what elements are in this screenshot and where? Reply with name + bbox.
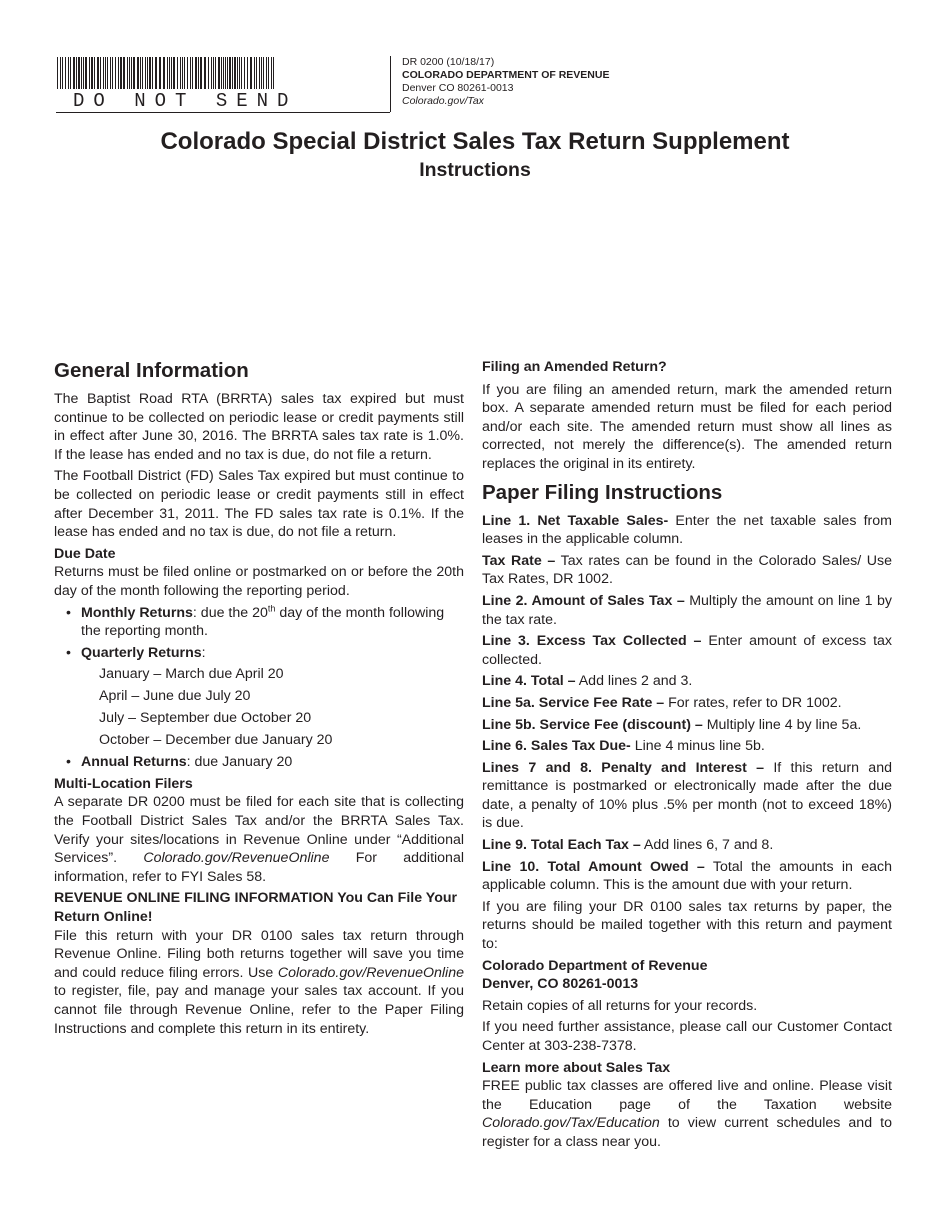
barcode-bar xyxy=(149,57,151,89)
barcode-bar xyxy=(169,57,170,89)
learn-more-text-a: FREE public tax classes are offered live and online. Please visit the Education page of the Taxation website xyxy=(482,1078,892,1113)
barcode-bar xyxy=(223,57,224,89)
quarter-row: January – March due April 20 xyxy=(99,666,284,683)
barcode-bar xyxy=(232,57,233,89)
barcode-bar xyxy=(259,57,260,89)
barcode-bar xyxy=(268,57,269,89)
department-website: Colorado.gov/Tax xyxy=(402,95,484,107)
line-text: Total the amounts in each applicable column. This is the amount due with your return. xyxy=(482,858,892,894)
barcode-bar xyxy=(167,57,168,89)
barcode-bar xyxy=(159,57,161,89)
line-label: Line 9. Total Each Tax – xyxy=(482,837,641,854)
multi-location-text-b: For additional information, refer to FYI Sales 58. xyxy=(54,850,464,885)
amended-return-text: If you are filing an amended return, mark the amended return box. A separate amended return must be filed for each period and/or each site. The amended return must show all lines as corrected, not merely the difference(s). The amended return replaces the original in its entirety. xyxy=(482,381,892,472)
barcode-bar xyxy=(241,57,242,89)
barcode-bar xyxy=(123,57,125,89)
barcode-bar xyxy=(187,57,188,89)
line-text: Enter the net taxable sales from leases in the applicable column. xyxy=(482,512,892,548)
barcode-bar xyxy=(60,57,61,89)
barcode-bar xyxy=(110,57,111,89)
retain-copies-text: Retain copies of all returns for your records. xyxy=(482,997,758,1014)
barcode-bar xyxy=(65,57,66,89)
learn-more-heading: Learn more about Sales Tax xyxy=(482,1059,671,1076)
barcode-bar xyxy=(73,57,75,89)
barcode-bar xyxy=(221,57,222,89)
revenue-online-text-b: to register, file, pay and manage your sales tax account. If you cannot file through Revenue Online, refer to the Paper Filing Instructions and complete this return in its entirety. xyxy=(54,983,464,1037)
annual-returns-label: Annual Returns xyxy=(81,754,187,771)
line-text: Enter amount of excess tax collected. xyxy=(482,633,892,668)
line-text: Multiply line 4 by line 5a. xyxy=(702,716,862,733)
general-paragraph-fd: The Football District (FD) Sales Tax expired but must continue to be collected on periodic lease or credit payments still in effect after December 31, 2011. The FD sales tax rate is 0.1%. If the lease has ended and no tax is due, do not file a return. xyxy=(54,468,464,541)
barcode-bar xyxy=(103,57,104,89)
line-instruction xyxy=(482,694,892,713)
line-text: Multiply the amount on line 1 by the tax rate. xyxy=(482,592,892,628)
bullet: • xyxy=(66,754,71,771)
barcode-bar xyxy=(57,57,58,89)
line-text: Add lines 2 and 3. xyxy=(575,673,693,690)
quarterly-returns-label: Quarterly Returns xyxy=(81,644,202,661)
barcode-bar xyxy=(215,57,216,89)
barcode-bar xyxy=(105,57,106,89)
barcode-bar xyxy=(177,57,178,89)
barcode-bar xyxy=(271,57,272,89)
barcode-bar xyxy=(208,57,209,89)
general-information-heading: General Information xyxy=(54,359,249,382)
barcode-bar xyxy=(68,57,69,89)
barcode-bar xyxy=(229,57,231,89)
education-link[interactable]: Colorado.gov/Tax/Education xyxy=(482,1115,660,1132)
line-instruction xyxy=(482,592,892,629)
page-title: Colorado Special District Sales Tax Return Supplement xyxy=(160,128,790,155)
general-paragraph-brrta: The Baptist Road RTA (BRRTA) sales tax expired but must continue to be collected on periodic lease or credit payments still in effect after June 30, 2016. The BRRTA sales tax rate is 1.0%. If the lease has ended and no tax is due, do not file a return. xyxy=(54,391,464,463)
barcode-bar xyxy=(237,57,238,89)
line-label: Line 5b. Service Fee (discount) – xyxy=(482,716,703,733)
mail-instructions: If you are filing your DR 0100 sales tax returns by paper, the returns should be mailed together with this return and payment to: xyxy=(482,898,892,953)
barcode-bar xyxy=(163,57,165,89)
barcode-bar xyxy=(256,57,257,89)
barcode-bar xyxy=(225,57,226,89)
barcode-bar xyxy=(213,57,214,89)
revenue-online-text xyxy=(54,927,464,1039)
line-text: If this return and remittance is postmarked or electronically made after the due date, a penalty of 10% plus .5% per month (not to exceed 18%) is due. xyxy=(482,759,892,832)
revenue-online-link[interactable]: Colorado.gov/RevenueOnline xyxy=(277,964,464,981)
line-label: Tax Rate – xyxy=(482,552,556,569)
barcode-bar xyxy=(115,57,116,89)
barcode-bar xyxy=(250,57,252,89)
barcode-bar xyxy=(62,57,63,89)
barcode-bar xyxy=(118,57,119,89)
due-date-text: Returns must be filed online or postmarked on or before the 20th day of the month following the reporting period. xyxy=(54,564,464,599)
quarterly-returns-item xyxy=(54,644,464,663)
barcode-bar xyxy=(190,57,191,89)
barcode-bar xyxy=(180,57,181,89)
multi-location-heading: Multi-Location Filers xyxy=(54,775,193,792)
barcode-bar xyxy=(182,57,183,89)
line-label: Line 10. Total Amount Owed – xyxy=(482,858,705,875)
annual-returns-item xyxy=(54,753,464,772)
line-instruction xyxy=(482,716,892,735)
barcode-bar xyxy=(147,57,148,89)
multi-location-text xyxy=(54,793,464,886)
barcode-bar xyxy=(127,57,128,89)
barcode-bar xyxy=(76,57,77,89)
line-label: Line 1. Net Taxable Sales- xyxy=(482,512,669,529)
barcode-bar xyxy=(234,57,236,89)
line-instruction xyxy=(482,858,892,895)
barcode-bar xyxy=(198,57,199,89)
line-instruction xyxy=(482,672,892,691)
barcode-bar xyxy=(204,57,206,89)
line-text: Line 4 minus line 5b. xyxy=(630,738,765,755)
annual-returns-text: : due January 20 xyxy=(186,754,293,771)
revenue-online-text-a: File this return with your DR 0100 sales tax return through Revenue Online. Filing both returns together will save you time and could reduce filing errors. Use xyxy=(54,927,464,981)
monthly-returns-item xyxy=(54,604,464,641)
quarter-row: April – June due July 20 xyxy=(99,688,251,705)
monthly-returns-sup: th xyxy=(267,602,276,613)
right-column xyxy=(482,358,892,1155)
barcode-bar xyxy=(244,57,245,89)
mail-address-city: Denver, CO 80261-0013 xyxy=(482,976,639,993)
barcode-bar xyxy=(145,57,146,89)
barcode-bar xyxy=(173,57,175,89)
barcode-image xyxy=(57,57,277,89)
barcode-bar xyxy=(85,57,87,89)
line-label: Line 6. Sales Tax Due- xyxy=(482,738,631,755)
barcode-bar xyxy=(97,57,99,89)
barcode-bar xyxy=(120,57,122,89)
line-text: For rates, refer to DR 1002. xyxy=(664,694,842,711)
do-not-send-label: DO NOT SEND xyxy=(73,90,298,112)
barcode-bar xyxy=(266,57,267,89)
line-label: Line 5a. Service Fee Rate – xyxy=(482,694,665,711)
barcode-bar xyxy=(247,57,248,89)
barcode-bar xyxy=(140,57,141,89)
line-label: Line 4. Total – xyxy=(482,673,576,690)
amended-return-heading: Filing an Amended Return? xyxy=(482,359,667,375)
barcode-bar xyxy=(133,57,135,89)
header-divider xyxy=(390,56,391,112)
barcode-bar xyxy=(184,57,185,89)
barcode-bar xyxy=(81,57,82,89)
revenue-online-link[interactable]: Colorado.gov/RevenueOnline xyxy=(143,850,330,867)
learn-more-text xyxy=(482,1077,892,1151)
barcode-bar xyxy=(227,57,228,89)
line-instruction xyxy=(482,836,892,855)
page-subtitle: Instructions xyxy=(419,159,531,181)
barcode-bar xyxy=(211,57,212,89)
line-label: Line 3. Excess Tax Collected – xyxy=(482,633,702,650)
assistance-text: If you need further assistance, please call our Customer Contact Center at 303-238-7378. xyxy=(482,1019,892,1054)
barcode-bar xyxy=(78,57,80,89)
learn-more-text-b: to view current schedules and to register for a class near you. xyxy=(482,1115,892,1150)
barcode-bar xyxy=(152,57,153,89)
line-label: Line 2. Amount of Sales Tax – xyxy=(482,592,685,609)
department-name: COLORADO DEPARTMENT OF REVENUE xyxy=(402,69,610,81)
barcode-bar xyxy=(94,57,95,89)
line-text: Add lines 6, 7 and 8. xyxy=(640,837,774,854)
monthly-returns-label: Monthly Returns xyxy=(81,604,193,621)
multi-location-text-a: A separate DR 0200 must be filed for each site that is collecting the Football District Sales Tax and/or the BRRTA Sales Tax. Verify your sites/locations in Revenue Online under “Additional Services”. xyxy=(54,794,464,867)
barcode-box xyxy=(56,56,390,113)
line-label: Lines 7 and 8. Penalty and Interest – xyxy=(482,759,765,776)
barcode-bar xyxy=(142,57,143,89)
barcode-bar xyxy=(273,57,274,89)
form-number: DR 0200 (10/18/17) xyxy=(402,56,495,68)
barcode-bar xyxy=(70,57,71,89)
line-instruction xyxy=(482,632,892,669)
barcode-bar xyxy=(239,57,240,89)
quarter-row: October – December due January 20 xyxy=(99,732,333,749)
monthly-returns-text-cont: day of the month following the reporting month. xyxy=(81,604,445,640)
quarter-row: July – September due October 20 xyxy=(99,710,312,727)
barcode-bar xyxy=(131,57,132,89)
barcode-bar xyxy=(89,57,90,89)
line-instruction xyxy=(482,759,892,833)
bullet: • xyxy=(66,644,71,661)
barcode-bar xyxy=(195,57,197,89)
monthly-returns-text: : due the 20 xyxy=(192,604,268,621)
form-id-block xyxy=(402,56,609,108)
quarterly-returns-colon: : xyxy=(201,644,206,661)
barcode-bar xyxy=(261,57,262,89)
barcode-bar xyxy=(254,57,255,89)
department-address: Denver CO 80261-0013 xyxy=(402,82,514,94)
bullet: • xyxy=(66,604,71,621)
barcode-bar xyxy=(192,57,193,89)
revenue-online-heading: REVENUE ONLINE FILING INFORMATION You Can File Your Return Online! xyxy=(54,890,458,925)
barcode-bar xyxy=(129,57,130,89)
barcode-bar xyxy=(100,57,101,89)
line-instruction xyxy=(482,552,892,589)
barcode-bar xyxy=(107,57,108,89)
due-date-heading: Due Date xyxy=(54,545,116,562)
barcode-bar xyxy=(91,57,93,89)
barcode-bar xyxy=(112,57,113,89)
line-text: Tax rates can be found in the Colorado Sales/ Use Tax Rates, DR 1002. xyxy=(482,552,892,588)
line-instruction xyxy=(482,737,892,756)
barcode-bar xyxy=(200,57,202,89)
barcode-bar xyxy=(218,57,220,89)
barcode-bar xyxy=(171,57,172,89)
paper-filing-heading: Paper Filing Instructions xyxy=(482,480,723,504)
left-column xyxy=(54,358,464,1041)
barcode-bar xyxy=(263,57,264,89)
barcode-bar xyxy=(137,57,139,89)
barcode-bar xyxy=(155,57,157,89)
line-instruction xyxy=(482,512,892,549)
mail-address-name: Colorado Department of Revenue xyxy=(482,957,708,974)
barcode-bar xyxy=(83,57,84,89)
